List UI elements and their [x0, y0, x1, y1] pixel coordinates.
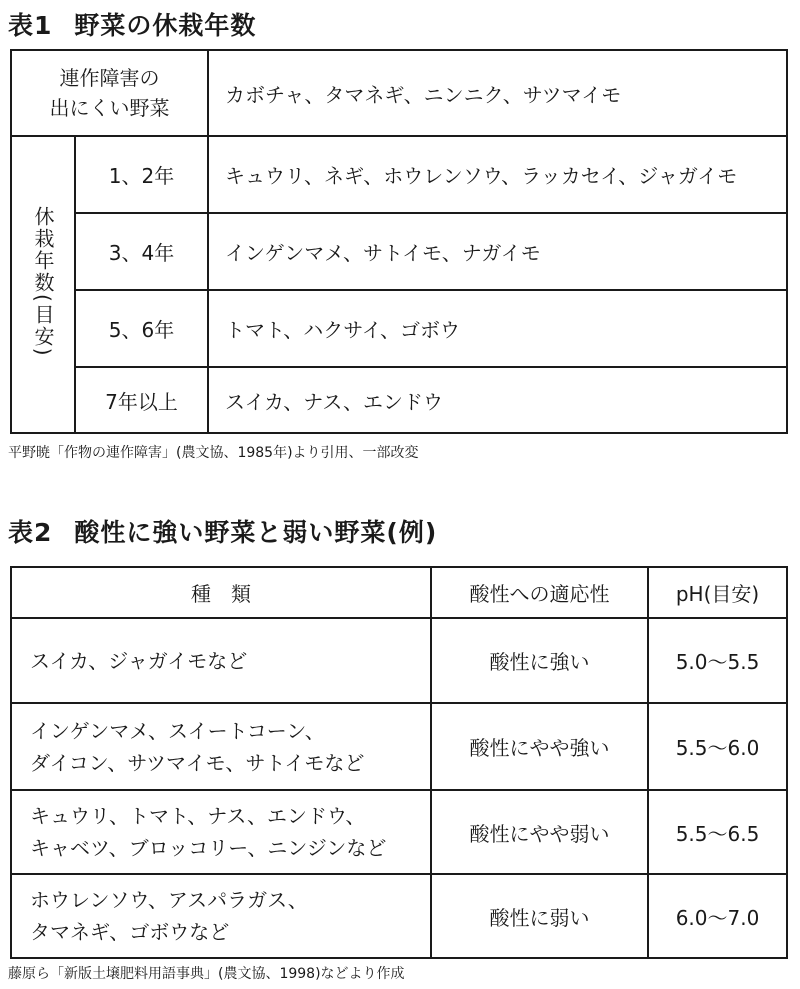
table-row	[11, 290, 787, 367]
table-row	[11, 790, 787, 874]
table1-title	[8, 6, 256, 42]
table2-adaptability-cell: 酸性にやや強い	[431, 703, 648, 790]
table2-header-row	[11, 567, 787, 618]
table2-adaptability-cell: 酸性に強い	[431, 618, 648, 703]
table1-years-cell: 1、2年	[75, 136, 208, 213]
table2-kind-line: ダイコン、サツマイモ、サトイモなど	[30, 750, 365, 775]
table-row	[11, 136, 787, 213]
table2-header-ph: pH(目安)	[648, 567, 787, 618]
table2-source: 藤原ら「新版土壌肥料用語事典」(農文協、1998)などより作成	[8, 966, 405, 982]
table2-number: 表2	[8, 518, 53, 547]
table-row	[11, 703, 787, 790]
table2-kind-line: ホウレンソウ、アスパラガス、	[30, 888, 308, 912]
table1-years-cell: 3、4年	[75, 213, 208, 290]
table1-years-cell: 7年以上	[75, 367, 208, 433]
table2-ph-cell: 6.0〜7.0	[648, 874, 787, 958]
table2-acidity-tolerance	[10, 566, 788, 959]
table2-ph-cell: 5.0〜5.5	[648, 618, 787, 703]
table2-kind-cell	[11, 874, 431, 958]
table2-kind-line: スイカ、ジャガイモなど	[30, 648, 248, 673]
table1-vertical-label-cell	[11, 136, 75, 433]
table1-vertical-label: 休栽年数(目安)	[31, 206, 55, 358]
table1-vegetables-cell: トマト、ハクサイ、ゴボウ	[208, 290, 787, 367]
table2-header-kind: 種 類	[11, 567, 431, 618]
table2-ph-cell: 5.5〜6.0	[648, 703, 787, 790]
table1-number: 表1	[8, 11, 53, 40]
table1-years-cell: 5、6年	[75, 290, 208, 367]
table1-fallow-years	[10, 49, 788, 434]
table1-header-label	[11, 50, 208, 136]
table2-kind-line: タマネギ、ゴボウなど	[30, 920, 230, 944]
table2-adaptability-cell: 酸性にやや弱い	[431, 790, 648, 874]
table1-title-text: 野菜の休栽年数	[74, 11, 257, 40]
table-row	[11, 213, 787, 290]
table1-vegetables-cell: スイカ、ナス、エンドウ	[208, 367, 787, 433]
table-row	[11, 874, 787, 958]
table2-kind-line: キャベツ、ブロッコリー、ニンジンなど	[30, 836, 387, 860]
table1-header-row	[11, 50, 787, 136]
table1-source: 平野暁「作物の連作障害」(農文協、1985年)より引用、一部改変	[8, 445, 419, 461]
table2-ph-cell: 5.5〜6.5	[648, 790, 787, 874]
table-row	[11, 367, 787, 433]
table1-header-value: カボチャ、タマネギ、ニンニク、サツマイモ	[208, 50, 787, 136]
table1-vegetables-cell: インゲンマメ、サトイモ、ナガイモ	[208, 213, 787, 290]
table2-title-text: 酸性に強い野菜と弱い野菜(例)	[74, 518, 438, 547]
table-row	[11, 618, 787, 703]
table1-header-label-line2: 出にくい野菜	[49, 96, 170, 120]
table2-header-adaptability: 酸性への適応性	[431, 567, 648, 618]
table2-kind-line: キュウリ、トマト、ナス、エンドウ、	[30, 804, 366, 828]
table2-kind-cell	[11, 703, 431, 790]
table2-kind-cell	[11, 790, 431, 874]
table2-adaptability-cell: 酸性に弱い	[431, 874, 648, 958]
table2-kind-line: インゲンマメ、スイートコーン、	[30, 718, 325, 743]
table1-vegetables-cell: キュウリ、ネギ、ホウレンソウ、ラッカセイ、ジャガイモ	[208, 136, 787, 213]
table2-title	[8, 513, 437, 549]
table2-kind-cell	[11, 618, 431, 703]
table1-header-label-line1: 連作障害の	[59, 66, 160, 90]
